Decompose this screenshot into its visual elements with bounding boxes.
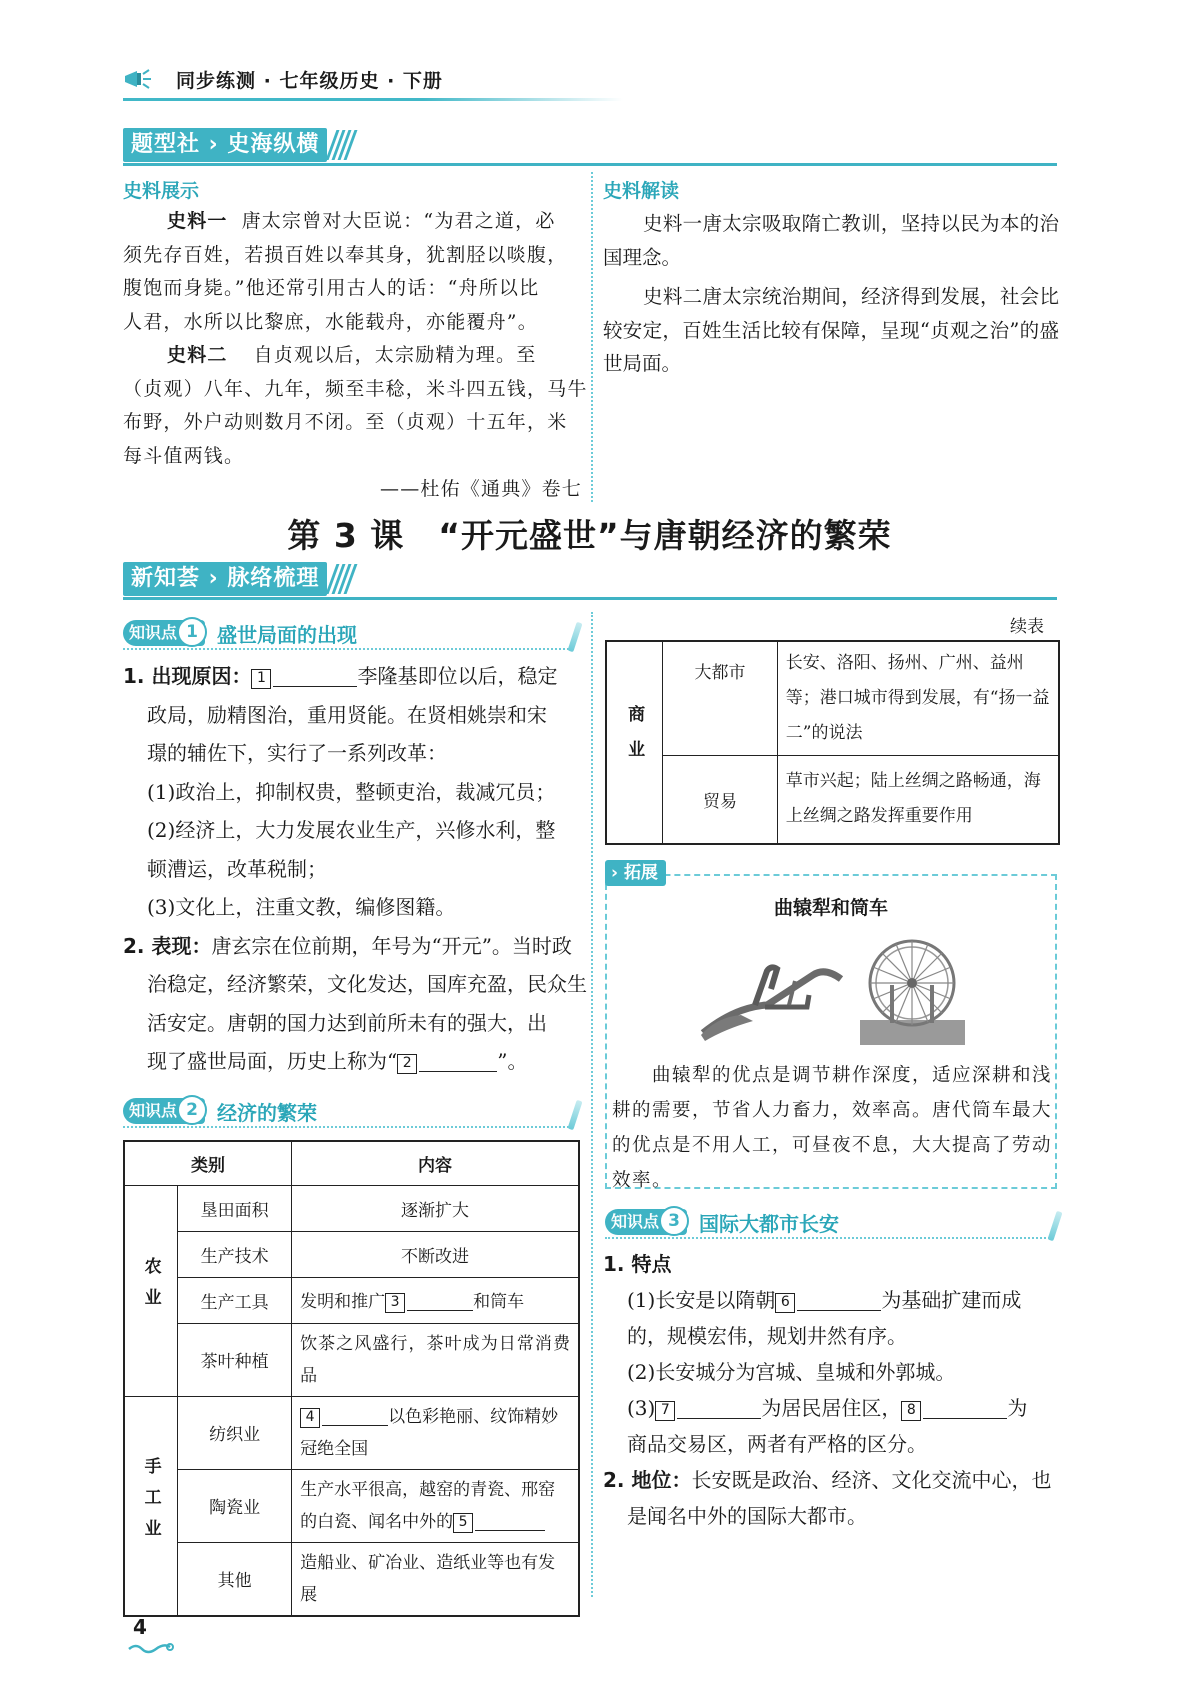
source-one-label: 史料一 bbox=[167, 210, 228, 232]
page-number: 4 bbox=[133, 1615, 147, 1639]
blank-number: 3 bbox=[385, 1293, 405, 1313]
source-one-line: 须先存百姓，若损百姓以奉其身，犹割胫以啖腹， bbox=[123, 243, 568, 266]
reading-two: 史料二唐太宗统治期间，经济得到发展，社会比较安定，百姓生活比较有保障，呈现“贞观之治”的盛世局面。 bbox=[603, 285, 1059, 375]
sub-item: 顿漕运，改革税制； bbox=[147, 856, 327, 881]
knowledge-point-tag: 知识点 1 bbox=[123, 620, 205, 646]
knowledge-point-number: 3 bbox=[659, 1206, 689, 1236]
section-banner-knowledge bbox=[123, 562, 352, 596]
lesson-title: 第 3 课 “开元盛世”与唐朝经济的繁荣 bbox=[287, 516, 892, 555]
table-row-content: 生产水平很高，越窑的青瓷、邢窑的白瓷、闻名中外的 5 bbox=[292, 1469, 579, 1542]
text: ”。 bbox=[497, 1049, 528, 1073]
blank-number: 6 bbox=[775, 1293, 795, 1313]
banner-label: 新知荟 › 脉络梳理 bbox=[123, 562, 327, 596]
knowledge-point-3-header bbox=[605, 1207, 839, 1237]
knowledge-point-title: 经济的繁荣 bbox=[217, 1100, 318, 1125]
extension-title: 曲辕犁和筒车 bbox=[773, 897, 888, 919]
blank-number: 4 bbox=[300, 1408, 320, 1428]
source-two-line: （贞观）八年、九年，频至丰稔，米斗四五钱，马牛 bbox=[123, 377, 588, 400]
section-banner-history bbox=[123, 128, 352, 162]
knowledge-point-number: 1 bbox=[177, 617, 207, 647]
column-divider bbox=[591, 172, 593, 502]
blank-number: 2 bbox=[397, 1054, 417, 1074]
pen-icon bbox=[1048, 1211, 1063, 1241]
pen-icon bbox=[568, 1100, 583, 1130]
table-row-label: 茶叶种植 bbox=[178, 1323, 292, 1396]
answer-blank[interactable] bbox=[923, 1399, 1007, 1419]
banner-rule bbox=[123, 597, 1057, 600]
extension-tag: › 拓展 bbox=[605, 860, 666, 886]
text: 为 bbox=[1007, 1396, 1028, 1420]
answer-blank[interactable] bbox=[677, 1399, 761, 1419]
banner-stripes bbox=[331, 564, 352, 594]
table-row-content: 逐渐扩大 bbox=[292, 1185, 579, 1231]
blank-number: 5 bbox=[453, 1513, 473, 1533]
source-citation: ——杜佑《通典》卷七 bbox=[380, 478, 583, 500]
kp1-content bbox=[123, 657, 587, 1081]
continued-table-label: 续表 bbox=[1010, 617, 1044, 637]
table-row-label: 贸易 bbox=[663, 756, 777, 844]
answer-blank[interactable] bbox=[407, 1293, 473, 1311]
source-one bbox=[123, 205, 583, 339]
table-row-label: 其他 bbox=[178, 1542, 292, 1616]
source-one-line: 人君，水所以比黎庶，水能载舟，亦能覆舟”。 bbox=[123, 310, 538, 333]
table-row-content: 不断改进 bbox=[292, 1231, 579, 1277]
sub-item: (3)文化上，注重文教，编修图籍。 bbox=[147, 895, 456, 919]
kp-underline bbox=[123, 648, 573, 650]
blank-number: 7 bbox=[655, 1401, 675, 1421]
table-row-content: 草市兴起；陆上丝绸之路畅通，海上丝绸之路发挥重要作用 bbox=[777, 756, 1059, 844]
column-divider bbox=[591, 612, 593, 1597]
answer-blank[interactable] bbox=[797, 1291, 881, 1311]
text: 活安定。唐朝的国力达到前所未有的强大，出 bbox=[147, 1010, 547, 1035]
economy-table bbox=[123, 1140, 580, 1617]
header-rule bbox=[123, 98, 623, 101]
text: 璟的辅佐下，实行了一系列改革： bbox=[147, 741, 447, 765]
table-row-content: 造船业、矿冶业、造纸业等也有发展 bbox=[292, 1542, 579, 1616]
source-reading-heading: 史料解读 bbox=[603, 180, 680, 202]
blank-number: 1 bbox=[251, 669, 271, 689]
commerce-table bbox=[605, 640, 1060, 845]
source-one-line: 腹饱而身毙。”他还常引用古人的话：“舟所以比 bbox=[123, 277, 540, 299]
table-row-content: 饮茶之风盛行，茶叶成为日常消费品 bbox=[292, 1323, 579, 1396]
table-header: 类别 bbox=[124, 1141, 292, 1185]
table-row-content: 4 以色彩艳丽、纹饰精妙冠绝全国 bbox=[292, 1396, 579, 1469]
answer-blank[interactable] bbox=[419, 1052, 497, 1072]
blank-number: 8 bbox=[901, 1401, 921, 1421]
knowledge-point-1-header bbox=[123, 618, 357, 648]
banner-label: 题型社 › 史海纵横 bbox=[123, 128, 327, 162]
table-row-label: 大都市 bbox=[663, 641, 777, 756]
knowledge-point-title: 国际大都市长安 bbox=[699, 1211, 840, 1236]
text: 的，规模宏伟，规划井然有序。 bbox=[627, 1324, 907, 1348]
wave-ornament-icon bbox=[128, 1640, 176, 1654]
table-row-label: 生产工具 bbox=[178, 1277, 292, 1323]
text: 为基础扩建而成 bbox=[881, 1288, 1022, 1312]
source-two-label: 史料二 bbox=[167, 344, 228, 366]
category-commerce: 商业 bbox=[606, 641, 663, 844]
banner-stripes bbox=[331, 130, 352, 160]
kp-underline bbox=[123, 1126, 573, 1128]
pen-icon bbox=[568, 622, 583, 652]
item-label: 1. 特点 bbox=[603, 1252, 672, 1276]
text: (1)长安是以隋朝 bbox=[627, 1288, 776, 1312]
item-label: 2. 地位： bbox=[603, 1468, 692, 1492]
table-row-label: 陶瓷业 bbox=[178, 1469, 292, 1542]
category-agriculture: 农业 bbox=[124, 1185, 178, 1396]
kp-underline bbox=[605, 1237, 1053, 1239]
source-two bbox=[123, 339, 588, 473]
answer-blank[interactable] bbox=[273, 667, 357, 687]
table-header: 内容 bbox=[292, 1141, 579, 1185]
banner-rule bbox=[123, 163, 1057, 166]
source-display-heading: 史料展示 bbox=[123, 180, 200, 202]
kp3-content bbox=[603, 1246, 1063, 1534]
text: 政局，励精图治，重用贤能。在贤相姚崇和宋 bbox=[147, 702, 547, 727]
table-row-label: 纺织业 bbox=[178, 1396, 292, 1469]
header-title: 同步练测 · 七年级历史 · 下册 bbox=[176, 70, 443, 92]
sub-item: (2)经济上，大力发展农业生产，兴修水利，整 bbox=[147, 818, 556, 842]
table-row-content: 长安、洛阳、扬州、广州、益州等；港口城市得到发展，有“扬一益二”的说法 bbox=[777, 641, 1059, 756]
plow-image bbox=[695, 945, 845, 1045]
item-label: 2. 表现： bbox=[123, 933, 212, 958]
item-label: 1. 出现原因： bbox=[123, 664, 252, 688]
text: 现了盛世局面，历史上称为“ bbox=[147, 1049, 398, 1073]
knowledge-point-tag: 知识点 3 bbox=[605, 1209, 687, 1235]
text: 是闻名中外的国际大都市。 bbox=[627, 1504, 867, 1528]
text: 长安既是政治、经济、文化交流中心，也 bbox=[691, 1468, 1052, 1492]
table-row-content: 发明和推广 3 和筒车 bbox=[292, 1277, 579, 1323]
extension-text: 曲辕犁的优点是调节耕作深度，适应深耕和浅耕的需要，节省人力畜力，效率高。唐代筒车最大的优点是不用人工，可昼夜不息，大大提高了劳动效率。 bbox=[612, 1065, 1053, 1191]
source-one-line: 唐太宗曾对大臣说：“为君之道，必 bbox=[241, 210, 556, 232]
knowledge-point-number: 2 bbox=[177, 1095, 207, 1125]
source-two-line: 每斗值两钱。 bbox=[123, 444, 245, 467]
sub-item: (1)政治上，抑制权贵，整顿吏治，裁减冗员； bbox=[147, 779, 556, 804]
category-handicraft: 手工业 bbox=[124, 1396, 178, 1616]
knowledge-point-title: 盛世局面的出现 bbox=[217, 622, 358, 647]
waterwheel-image bbox=[860, 935, 965, 1045]
text: 为居民居住区， bbox=[761, 1396, 902, 1420]
table-row-label: 生产技术 bbox=[178, 1231, 292, 1277]
knowledge-point-tag: 知识点 2 bbox=[123, 1098, 205, 1124]
text: 治稳定，经济繁荣，文化发达，国库充盈，民众生 bbox=[147, 972, 587, 996]
table-row-label: 垦田面积 bbox=[178, 1185, 292, 1231]
answer-blank[interactable] bbox=[475, 1513, 545, 1531]
reading-one: 史料一唐太宗吸取隋亡教训，坚持以民为本的治国理念。 bbox=[603, 212, 1059, 269]
answer-blank[interactable] bbox=[322, 1408, 388, 1426]
megaphone-icon bbox=[123, 68, 155, 90]
text: (2)长安城分为宫城、皇城和外郭城。 bbox=[627, 1360, 956, 1384]
text: 商品交易区，两者有严格的区分。 bbox=[627, 1432, 927, 1456]
knowledge-point-2-header bbox=[123, 1096, 317, 1126]
source-two-line: 布野，外户动则数月不闭。至（贞观）十五年，米 bbox=[123, 411, 568, 433]
text: 唐玄宗在位前期，年号为“开元”。当时政 bbox=[211, 933, 572, 958]
text: 李隆基即位以后，稳定 bbox=[357, 664, 558, 688]
source-two-line: 自贞观以后，太宗励精为理。至 bbox=[253, 344, 537, 366]
text: (3) bbox=[627, 1396, 656, 1420]
